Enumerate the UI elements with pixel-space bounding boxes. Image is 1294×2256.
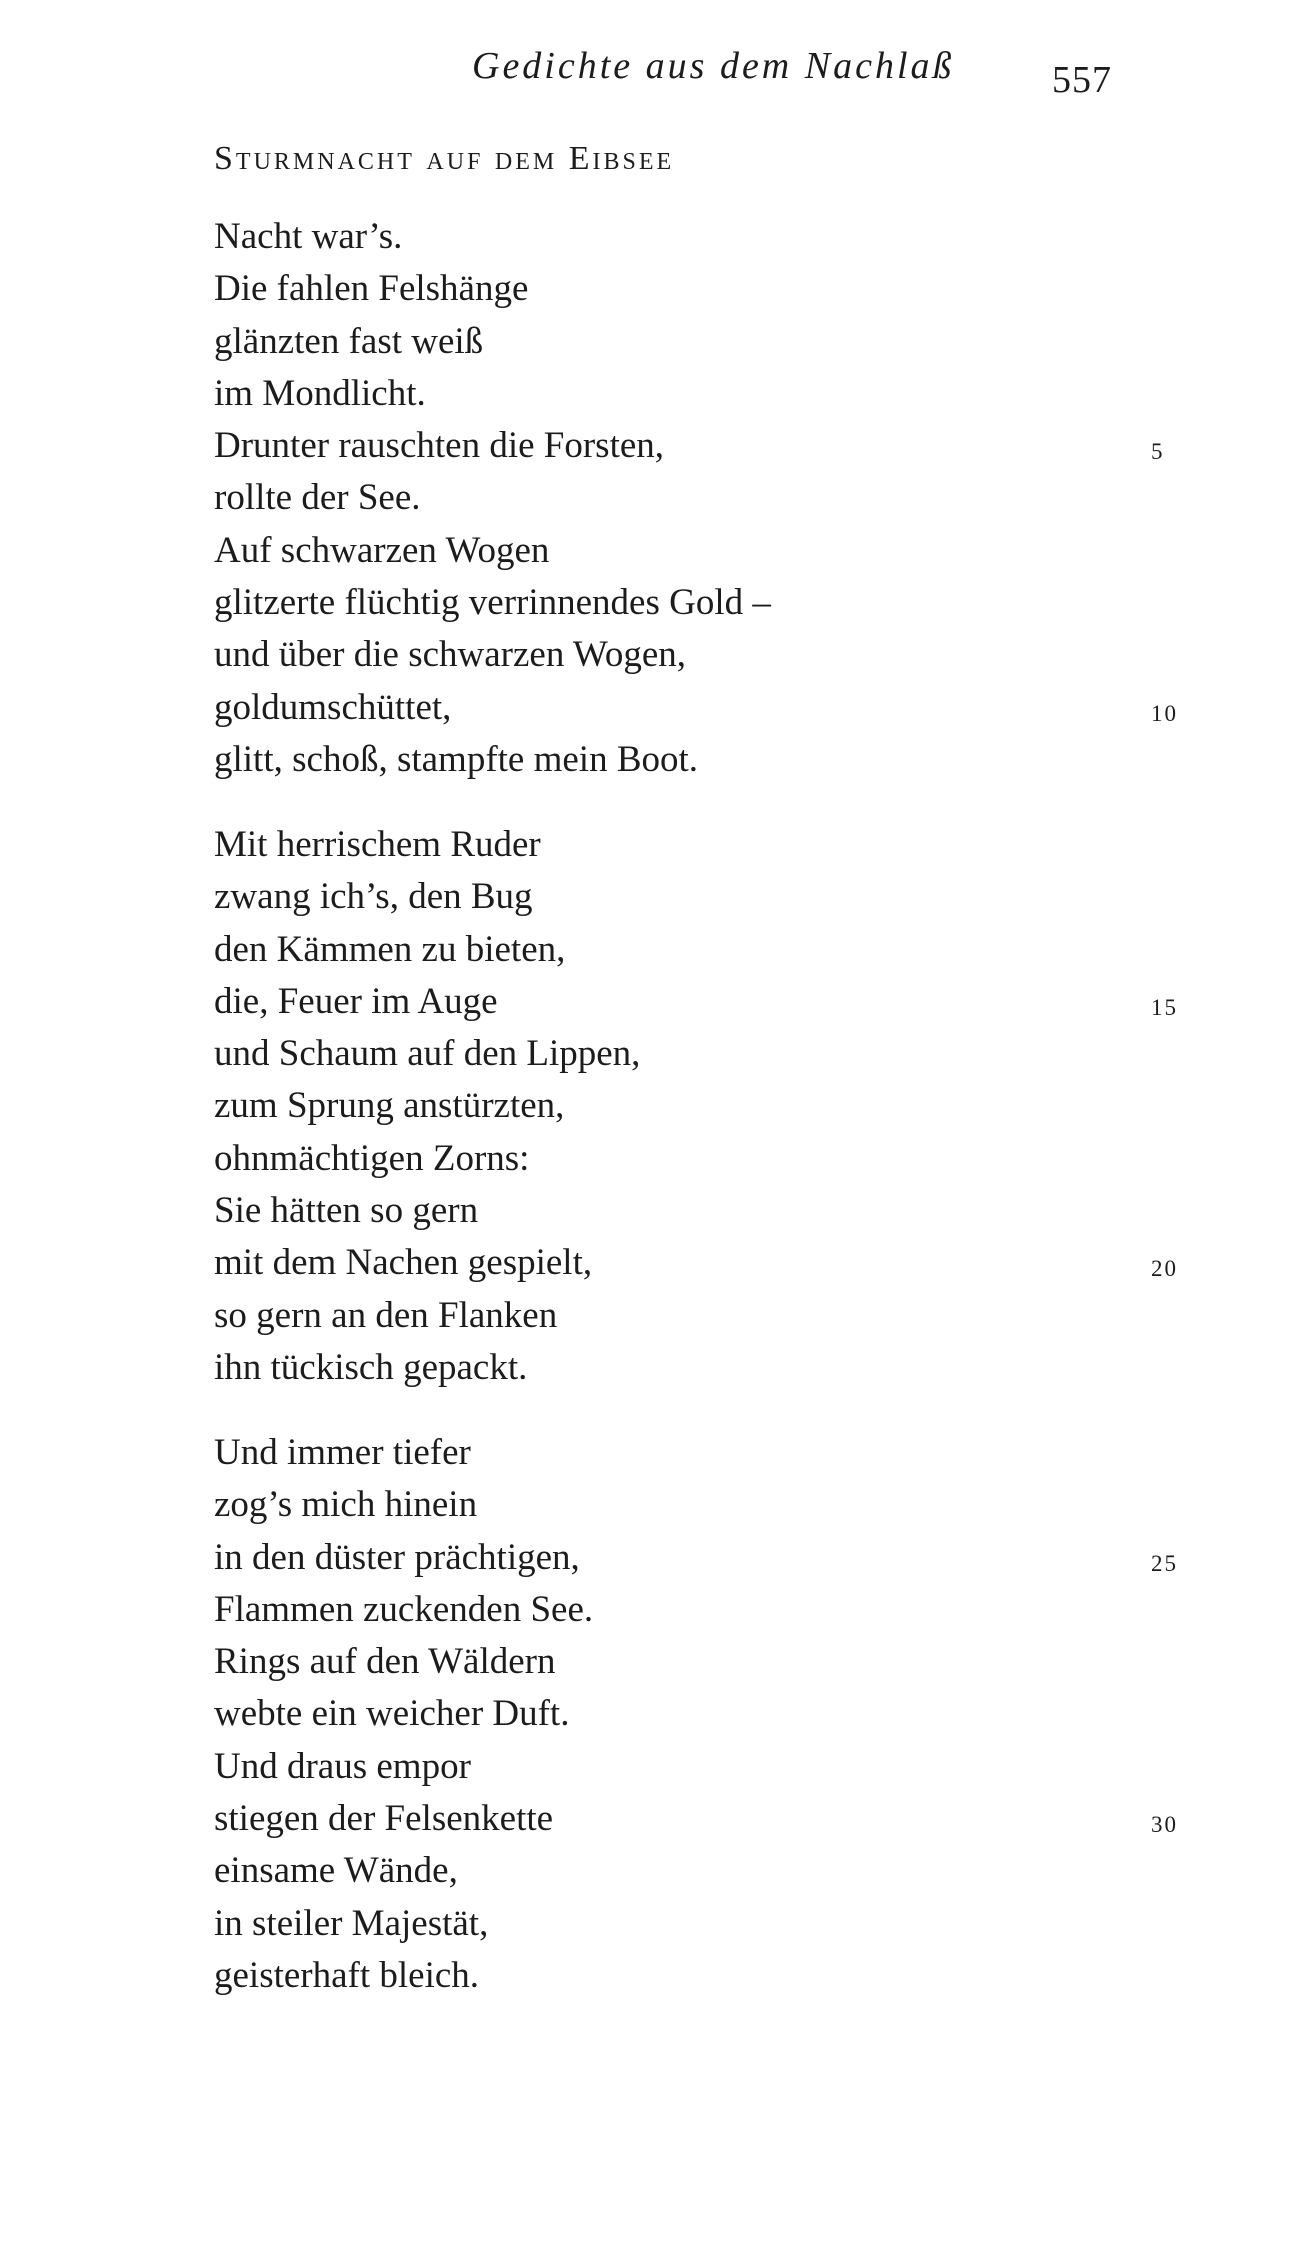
stanza-2	[214, 819, 1214, 1394]
poem-line	[214, 1342, 1214, 1394]
poem-line-text: die, Feuer im Auge	[214, 980, 498, 1022]
poem-line	[214, 525, 1214, 577]
poem-line	[214, 1950, 1214, 2002]
poem-line	[214, 316, 1214, 368]
poem-line-text: Rings auf den Wäldern	[214, 1641, 556, 1683]
poem-line	[214, 420, 1214, 472]
poem-line-text: Drunter rauschten die Forsten,	[214, 425, 665, 467]
poem-line	[214, 976, 1214, 1028]
poem-line	[214, 472, 1214, 524]
poem-line	[214, 577, 1214, 629]
poem-line	[214, 1479, 1214, 1531]
poem-line-text: und über die schwarzen Wogen,	[214, 634, 687, 676]
running-head: Gedichte aus dem Nachlaß	[472, 45, 955, 87]
poem-line	[214, 1688, 1214, 1740]
poem-line-text: Die fahlen Felshänge	[214, 268, 529, 310]
poem-line-text: in den düster prächtigen,	[214, 1536, 580, 1578]
poem-line	[214, 871, 1214, 923]
line-number: 15	[1151, 994, 1178, 1020]
poem-line	[214, 734, 1214, 786]
poem-line-text: einsame Wände,	[214, 1850, 458, 1892]
poem-line	[214, 924, 1214, 976]
poem-line-text: goldumschüttet,	[214, 686, 452, 728]
poem-line	[214, 819, 1214, 871]
poem-line-text: zum Sprung anstürzten,	[214, 1085, 565, 1127]
poem-line-text: Und draus empor	[214, 1745, 471, 1787]
poem-line-text: den Kämmen zu bieten,	[214, 928, 566, 970]
poem-line	[214, 682, 1214, 734]
poem-title: Sturmnacht auf dem Eibsee	[214, 140, 675, 177]
poem-line	[214, 263, 1214, 315]
poem-line	[214, 1845, 1214, 1897]
poem-line-text: zwang ich’s, den Bug	[214, 876, 533, 918]
poem-line-text: geisterhaft bleich.	[214, 1954, 480, 1996]
poem-line	[214, 629, 1214, 681]
poem-line-text: in steiler Majestät,	[214, 1902, 489, 1944]
line-number: 10	[1151, 700, 1178, 726]
poem-line	[214, 1185, 1214, 1237]
poem-line-text: ohnmächtigen Zorns:	[214, 1137, 530, 1179]
line-number: 25	[1151, 1550, 1178, 1576]
poem-line-text: Flammen zuckenden See.	[214, 1588, 594, 1630]
poem-line	[214, 1898, 1214, 1950]
poem-line-text: mit dem Nachen gespielt,	[214, 1242, 593, 1284]
poem-line	[214, 1427, 1214, 1479]
poem-line	[214, 368, 1214, 420]
line-number: 20	[1151, 1256, 1178, 1282]
poem-line-text: rollte der See.	[214, 477, 421, 519]
poem-line	[214, 211, 1214, 263]
poem-line	[214, 1080, 1214, 1132]
stanza-3	[214, 1427, 1214, 2002]
poem-line-text: glitt, schoß, stampfte mein Boot.	[214, 738, 699, 780]
poem-line	[214, 1741, 1214, 1793]
poem-line	[214, 1584, 1214, 1636]
stanza-1	[214, 211, 1214, 786]
poem-line-text: und Schaum auf den Lippen,	[214, 1033, 641, 1075]
page-number: 557	[1052, 59, 1112, 101]
poem-line-text: Mit herrischem Ruder	[214, 824, 541, 865]
line-number: 30	[1151, 1812, 1178, 1838]
poem-line-text: webte ein weicher Duft.	[214, 1693, 570, 1735]
poem-line	[214, 1290, 1214, 1342]
poem-line-text: glänzten fast weiß	[214, 320, 484, 362]
poem-line-text: Sie hätten so gern	[214, 1190, 479, 1232]
poem-line	[214, 1028, 1214, 1080]
poem-line-text: im Mondlicht.	[214, 372, 426, 414]
poem-line-text: zog’s mich hinein	[214, 1484, 478, 1526]
poem-line	[214, 1532, 1214, 1584]
poem-line-text: ihn tückisch gepackt.	[214, 1346, 528, 1388]
poem-line	[214, 1133, 1214, 1185]
poem-line-text: Und immer tiefer	[214, 1432, 471, 1473]
line-number: 5	[1151, 439, 1165, 465]
poem-line-text: so gern an den Flanken	[214, 1294, 558, 1336]
poem-line-text: Nacht war’s.	[214, 216, 403, 257]
poem-line-text: glitzerte flüchtig verrinnendes Gold –	[214, 582, 771, 624]
poem-line	[214, 1793, 1214, 1845]
poem-line-text: Auf schwarzen Wogen	[214, 529, 550, 571]
poem-line	[214, 1636, 1214, 1688]
poem-line	[214, 1237, 1214, 1289]
poem-line-text: stiegen der Felsenkette	[214, 1798, 554, 1840]
